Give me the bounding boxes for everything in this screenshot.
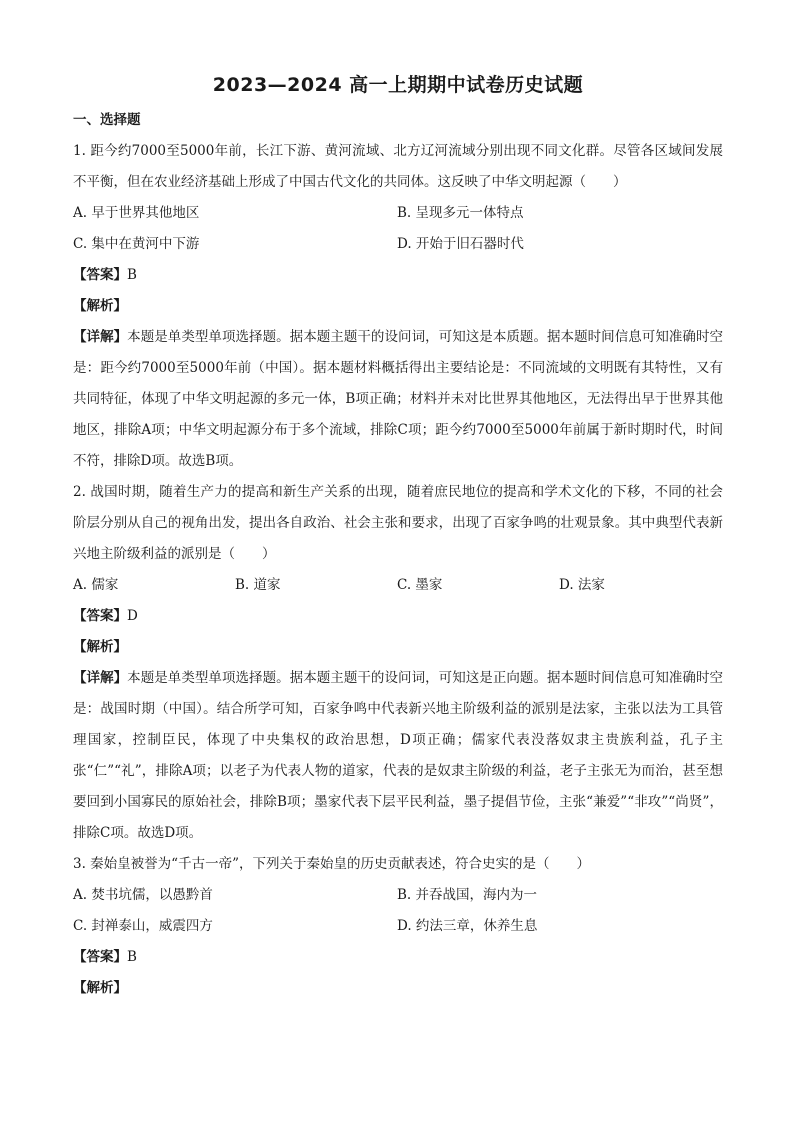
question-2-stem: 2. 战国时期，随着生产力的提高和新生产关系的出现，随着庶民地位的提高和学术文化的下移，不同的社会阶层分别从自己的视角出发，提出各自政治、社会主张和要求，出现了百家争鸣的壮观景象。其中典型代表新兴地主阶级利益的派别是（ ） — [73, 484, 723, 562]
detail-text: 本题是单类型单项选择题。据本题主题干的设问词，可知这是本质题。据本题时间信息可知准确时空是：距今约7000至5000年前（中国）。据本题材料概括得出主要结论是：不同流域的文明既有其特性，又有共同特征，体现了中华文明起源的多元一体，B项正确；材料并未对比世界其他地区，无法得出早于世界其他地区，排除A项；中华文明起源分布于多个流域，排除C项；距今约7000至5000年前属于新时期时代，时间不符，排除D项。故选B项。 — [73, 329, 724, 469]
question-3-options — [73, 880, 723, 911]
option: C. 封禅泰山，威震四方 — [73, 918, 213, 934]
detail-paragraph — [73, 663, 723, 849]
option: B. 并吞战国，海内为一 — [397, 887, 538, 903]
option: B. 道家 — [235, 577, 281, 593]
detail-text: 本题是单类型单项选择题。据本题主题干的设问词，可知这是正向题。据本题时间信息可知准确时空是：战国时期（中国）。结合所学可知，百家争鸣中代表新兴地主阶级利益的派别是法家，主张以法为工具管理国家，控制臣民，体现了中央集权的政治思想，D项正确；儒家代表没落奴隶主贵族利益，孔子主张“仁”“礼”，排除A项；以老子为代表人物的道家，代表的是奴隶主阶级的利益，老子主张无为而治，甚至想要回到小国寡民的原始社会，排除B项；墨家代表下层平民利益，墨子提倡节俭，主张“兼爱”“非攻”“尚贤”，排除C项。故选D项。 — [73, 670, 724, 841]
option: C. 墨家 — [397, 577, 443, 593]
option: C. 集中在黄河中下游 — [73, 236, 200, 252]
question-1-options — [73, 229, 723, 260]
question-1-stem: 1. 距今约7000至5000年前，长江下游、黄河流域、北方辽河流域分别出现不同文化群。尽管各区域间发展不平衡，但在农业经济基础上形成了中国古代文化的共同体。这反映了中华文明起源（ ） — [73, 143, 723, 190]
detail-label: 【详解】 — [73, 329, 128, 345]
analysis-label: 【解析】 — [73, 298, 127, 314]
answer-line — [73, 260, 723, 291]
option: D. 开始于旧石器时代 — [397, 236, 524, 252]
option: B. 呈现多元一体特点 — [397, 205, 524, 221]
answer-value: B — [127, 267, 137, 283]
detail-label: 【详解】 — [73, 670, 128, 686]
question-list — [73, 136, 723, 1004]
option: A. 焚书坑儒，以愚黔首 — [73, 887, 213, 903]
question-3-options — [73, 911, 723, 942]
question-2-options — [73, 570, 723, 601]
option: D. 法家 — [559, 577, 605, 593]
option: A. 儒家 — [73, 577, 119, 593]
document-title: 2023—2024 高一上期期中试卷历史试题 — [212, 74, 584, 96]
analysis-label: 【解析】 — [73, 639, 127, 655]
answer-value: D — [127, 608, 138, 624]
answer-label: 【答案】 — [73, 267, 127, 283]
option: A. 早于世界其他地区 — [73, 205, 200, 221]
answer-line — [73, 601, 723, 632]
section-heading: 一、选择题 — [73, 112, 141, 128]
answer-label: 【答案】 — [73, 949, 127, 965]
answer-value: B — [127, 949, 137, 965]
answer-line — [73, 942, 723, 973]
question-3-stem: 3. 秦始皇被誉为“千古一帝”，下列关于秦始皇的历史贡献表述，符合史实的是（ ） — [73, 856, 590, 872]
answer-label: 【答案】 — [73, 608, 127, 624]
option: D. 约法三章，休养生息 — [397, 918, 538, 934]
analysis-label: 【解析】 — [73, 980, 127, 996]
detail-paragraph — [73, 322, 723, 477]
question-1-options — [73, 198, 723, 229]
